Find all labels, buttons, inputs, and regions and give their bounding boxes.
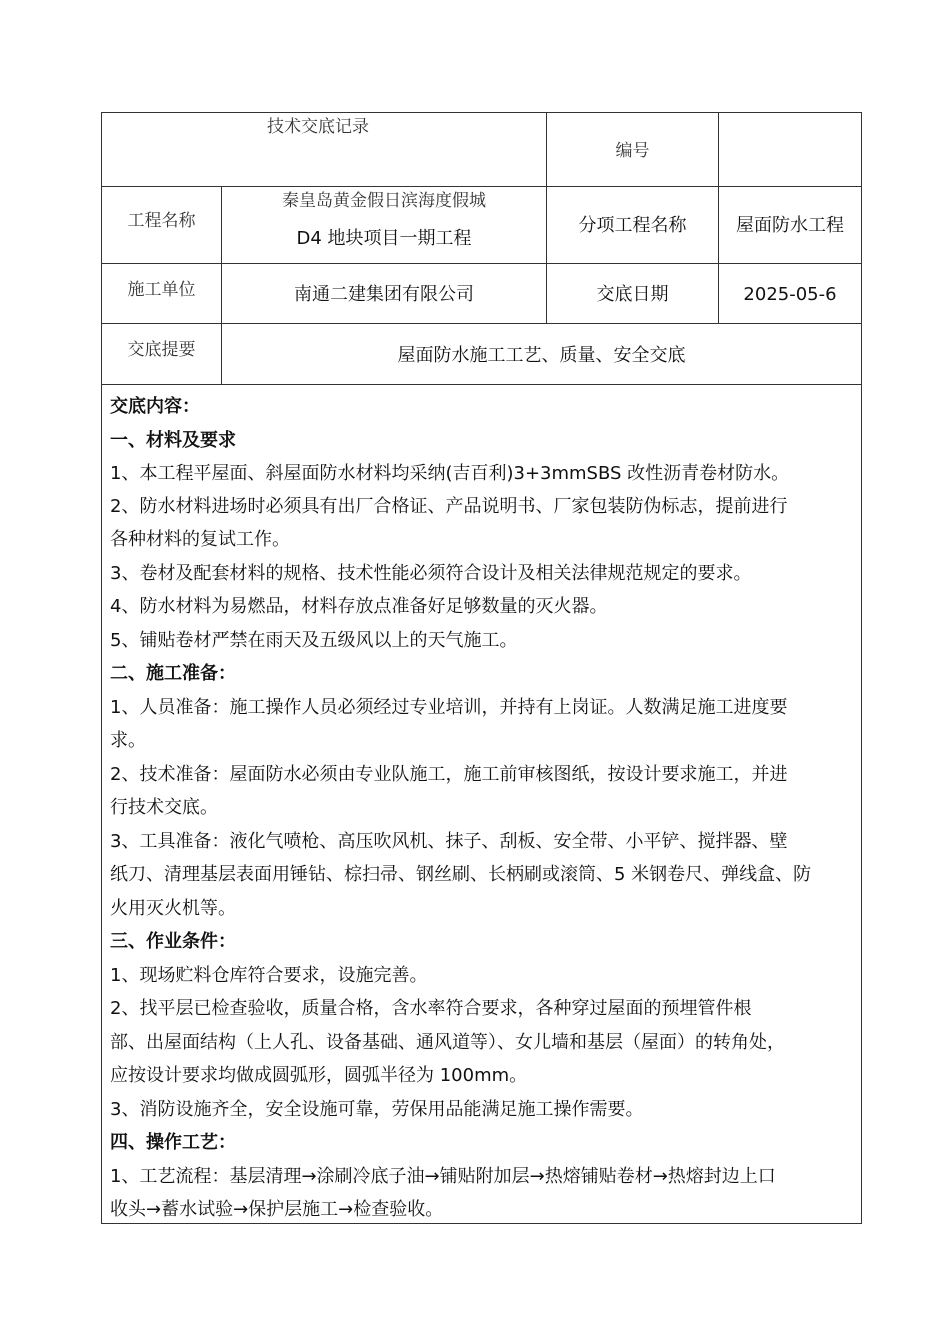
number-label: 编号: [615, 141, 650, 161]
date-label: 交底日期: [596, 284, 669, 305]
date-value: 2025-05-6: [743, 284, 837, 305]
content-line: 1、人员准备：施工操作人员必须经过专业培训，并持有上岗证。人数满足施工进度要: [110, 697, 788, 718]
content-line: 1、本工程平屋面、斜屋面防水材料均采纳(吉百利)3+3mmSBS 改性沥青卷材防水。: [110, 463, 790, 484]
content-line: 纸刀、清理基层表面用锤钻、棕扫帚、钢丝刷、长柄刷或滚筒、5 米钢卷尺、弹线盒、防: [110, 864, 812, 885]
content-line: 火用灭火机等。: [110, 898, 236, 919]
content-line: 应按设计要求均做成圆弧形，圆弧半径为 100mm。: [110, 1065, 528, 1086]
content-line: 3、工具准备：液化气喷枪、高压吹风机、抹子、刮板、安全带、小平铲、搅拌器、壁: [110, 831, 788, 852]
summary-value-cell: [222, 324, 861, 385]
project-name-line1: 秦皇岛黄金假日滨海度假城: [282, 191, 486, 211]
content-line: 3、卷材及配套材料的规格、技术性能必须符合设计及相关法律规范规定的要求。: [110, 563, 752, 584]
section-heading: 三、作业条件：: [110, 931, 236, 952]
content-line: 1、现场贮料仓库符合要求，设施完善。: [110, 965, 428, 986]
technical-disclosure-form: [101, 112, 862, 1224]
summary-value: 屋面防水施工工艺、质量、安全交底: [397, 345, 686, 366]
sub-project-label-cell: [547, 187, 719, 264]
date-value-cell: [719, 264, 861, 324]
number-value-cell: [719, 113, 861, 187]
project-name-line2: D4 地块项目一期工程: [296, 228, 472, 249]
unit-label: 施工单位: [127, 280, 196, 300]
form-title: 技术交底记录: [267, 117, 369, 137]
project-name-cell: [222, 187, 547, 264]
content-line: 5、铺贴卷材严禁在雨天及五级风以上的天气施工。: [110, 630, 518, 651]
unit-value-cell: [222, 264, 547, 324]
number-label-cell: [547, 113, 719, 187]
section-heading: 二、施工准备：: [110, 663, 236, 684]
section-heading: 一、材料及要求: [110, 430, 236, 451]
unit-value: 南通二建集团有限公司: [294, 284, 474, 305]
summary-label: 交底提要: [127, 340, 196, 360]
content-line: 部、出屋面结构（上人孔、设备基础、通风道等）、女儿墙和基层（屋面）的转角处，: [110, 1032, 785, 1053]
unit-label-cell: [102, 264, 222, 324]
section-heading: 四、操作工艺：: [110, 1132, 236, 1153]
content-line: 求。: [110, 730, 146, 751]
content-heading: 交底内容：: [110, 396, 200, 417]
project-label-cell: [102, 187, 222, 264]
sub-project-value-cell: [719, 187, 861, 264]
project-label: 工程名称: [127, 211, 196, 231]
content-line: 收头→蓄水试验→保护层施工→检查验收。: [110, 1199, 444, 1220]
summary-label-cell: [102, 324, 222, 385]
content-line: 3、消防设施齐全，安全设施可靠，劳保用品能满足施工操作需要。: [110, 1099, 644, 1120]
content-line: 各种材料的复试工作。: [110, 529, 290, 550]
content-line: 4、防水材料为易燃品，材料存放点准备好足够数量的灭火器。: [110, 596, 608, 617]
content-line: 2、防水材料进场时必须具有出厂合格证、产品说明书、厂家包装防伪标志，提前进行: [110, 496, 788, 517]
date-label-cell: [547, 264, 719, 324]
content-line: 1、工艺流程：基层清理→涂刷冷底子油→铺贴附加层→热熔铺贴卷材→热熔封边上口: [110, 1166, 776, 1187]
content-line: 2、技术准备：屋面防水必须由专业队施工，施工前审核图纸，按设计要求施工，并进: [110, 764, 788, 785]
sub-project-label: 分项工程名称: [578, 215, 687, 236]
sub-project-value: 屋面防水工程: [736, 215, 844, 236]
content-line: 行技术交底。: [110, 797, 218, 818]
content-line: 2、找平层已检查验收，质量合格，含水率符合要求，各种穿过屋面的预埋管件根: [110, 998, 752, 1019]
title-cell: [102, 113, 547, 187]
disclosure-content: [102, 385, 861, 1225]
